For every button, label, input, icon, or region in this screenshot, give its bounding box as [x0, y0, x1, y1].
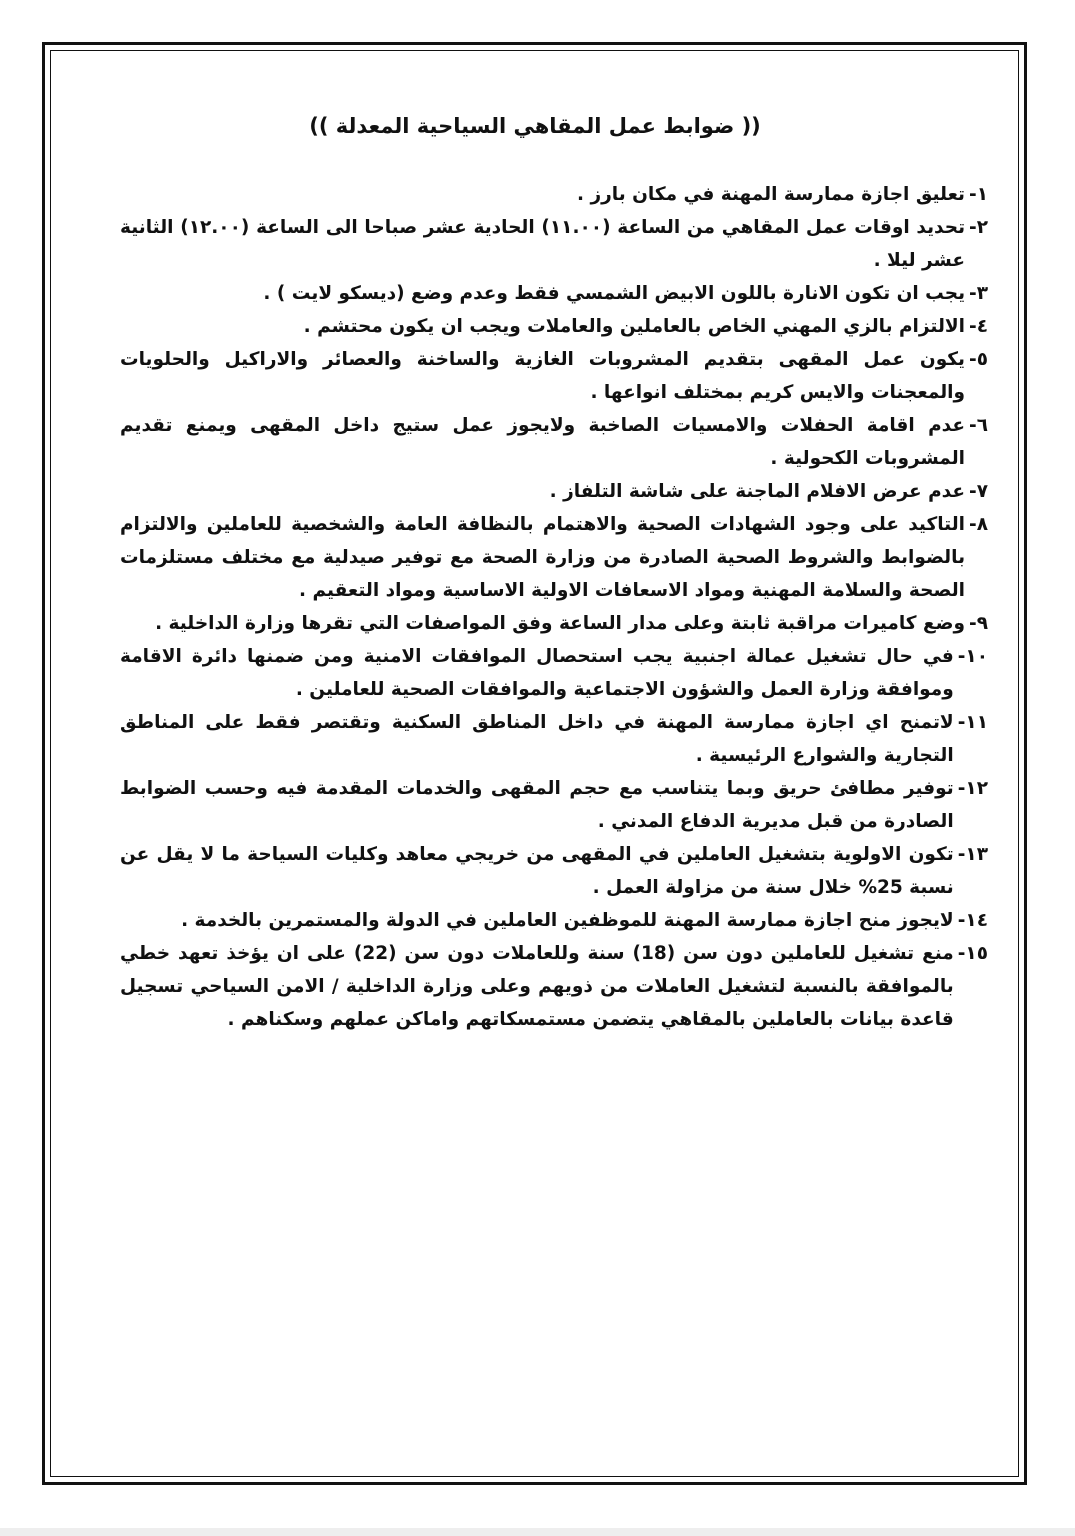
list-item: [120, 277, 988, 310]
list-item: [120, 178, 988, 211]
item-text: عدم عرض الافلام الماجنة على شاشة التلفاز .: [549, 481, 966, 502]
bottom-margin: [0, 1528, 1075, 1536]
list-item: [120, 409, 988, 475]
item-text: عدم اقامة الحفلات والامسيات الصاخبة ولايجوز عمل ستيج داخل المقهى ويمنع تقديم المشروبات الكحولية .: [120, 415, 966, 469]
list-item: [120, 772, 988, 838]
list-item: [120, 607, 988, 640]
item-number: ١٤-: [957, 910, 988, 931]
list-item: [120, 310, 988, 343]
item-number: ١-: [969, 184, 988, 205]
item-number: ٦-: [969, 415, 988, 436]
item-text: تحديد اوقات عمل المقاهي من الساعة (١١.٠٠) الحادية عشر صباحا الى الساعة (١٢.٠٠) الثانية عشر ليلا .: [120, 217, 966, 271]
item-text: يكون عمل المقهى بتقديم المشروبات الغازية والساخنة والعصائر والاراكيل والحلويات والمعجنات والايس كريم بمختلف انواعها .: [120, 349, 966, 403]
item-number: ١١-: [957, 712, 988, 733]
item-text: يجب ان تكون الانارة باللون الابيض الشمسي فقط وعدم وضع (ديسكو لايت ) .: [263, 283, 966, 304]
item-number: ٤-: [969, 316, 988, 337]
item-text: التاكيد على وجود الشهادات الصحية والاهتمام بالنظافة العامة والشخصية للعاملين والالتزام بالضوابط والشروط الصحية الصادرة من وزارة الصحة مع توفير صيدلية مع مختلف مستلزمات الصحة والسلامة المهنية ومواد الاسعافات الاولية الاساسية ومواد التعقيم .: [120, 514, 966, 601]
list-item: [120, 904, 988, 937]
list-item: [120, 706, 988, 772]
list-item: [120, 508, 988, 607]
item-number: ١٠-: [957, 646, 988, 667]
item-text: الالتزام بالزي المهني الخاص بالعاملين والعاملات ويجب ان يكون محتشم .: [303, 316, 966, 337]
item-number: ٩-: [969, 613, 988, 634]
item-number: ٧-: [969, 481, 988, 502]
item-text: منع تشغيل للعاملين دون سن (18) سنة وللعاملات دون سن (22) على ان يؤخذ تعهد خطي بالموافقة بالنسبة لتشغيل العاملات من ذويهم وعلى وزارة الداخلية / الامن السياحي تسجيل قاعدة بيانات بالعاملين بالمقاهي يتضمن مستمسكاتهم واماكن عملهم وسكناهم .: [120, 943, 954, 1030]
document-title: (( ضوابط عمل المقاهي السياحية المعدلة )): [309, 114, 761, 138]
item-number: ٨-: [969, 514, 988, 535]
item-number: ١٣-: [957, 844, 988, 865]
item-number: ١٥-: [957, 943, 988, 964]
item-text: لايجوز منح اجازة ممارسة المهنة للموظفين العاملين في الدولة والمستمرين بالخدمة .: [181, 910, 954, 931]
item-text: لاتمنح اي اجازة ممارسة المهنة في داخل المناطق السكنية وتقتصر فقط على المناطق التجارية والشوارع الرئيسية .: [120, 712, 954, 766]
list-item: [120, 211, 988, 277]
item-text: تكون الاولوية بتشغيل العاملين في المقهى من خريجي معاهد وكليات السياحة ما لا يقل عن نسبة 25% خلال سنة من مزاولة العمل .: [120, 844, 954, 898]
regulations-list: [120, 178, 988, 1036]
list-item: [120, 937, 988, 1036]
list-item: [120, 640, 988, 706]
item-number: ٣-: [969, 283, 988, 304]
list-item: [120, 343, 988, 409]
item-number: ١٢-: [957, 778, 988, 799]
item-text: وضع كاميرات مراقبة ثابتة وعلى مدار الساعة وفق المواصفات التي تقرها وزارة الداخلية .: [155, 613, 966, 634]
item-number: ٥-: [969, 349, 988, 370]
list-item: [120, 838, 988, 904]
item-text: توفير مطافئ حريق وبما يتناسب مع حجم المقهى والخدمات المقدمة فيه وحسب الضوابط الصادرة من قبل مديرية الدفاع المدني .: [120, 778, 954, 832]
item-number: ٢-: [969, 217, 988, 238]
item-text: تعليق اجازة ممارسة المهنة في مكان بارز .: [577, 184, 966, 205]
item-text: في حال تشغيل عمالة اجنبية يجب استحصال الموافقات الامنية ومن ضمنها دائرة الاقامة وموافقة وزارة العمل والشؤون الاجتماعية والموافقات الصحية للعاملين .: [120, 646, 954, 700]
list-item: [120, 475, 988, 508]
